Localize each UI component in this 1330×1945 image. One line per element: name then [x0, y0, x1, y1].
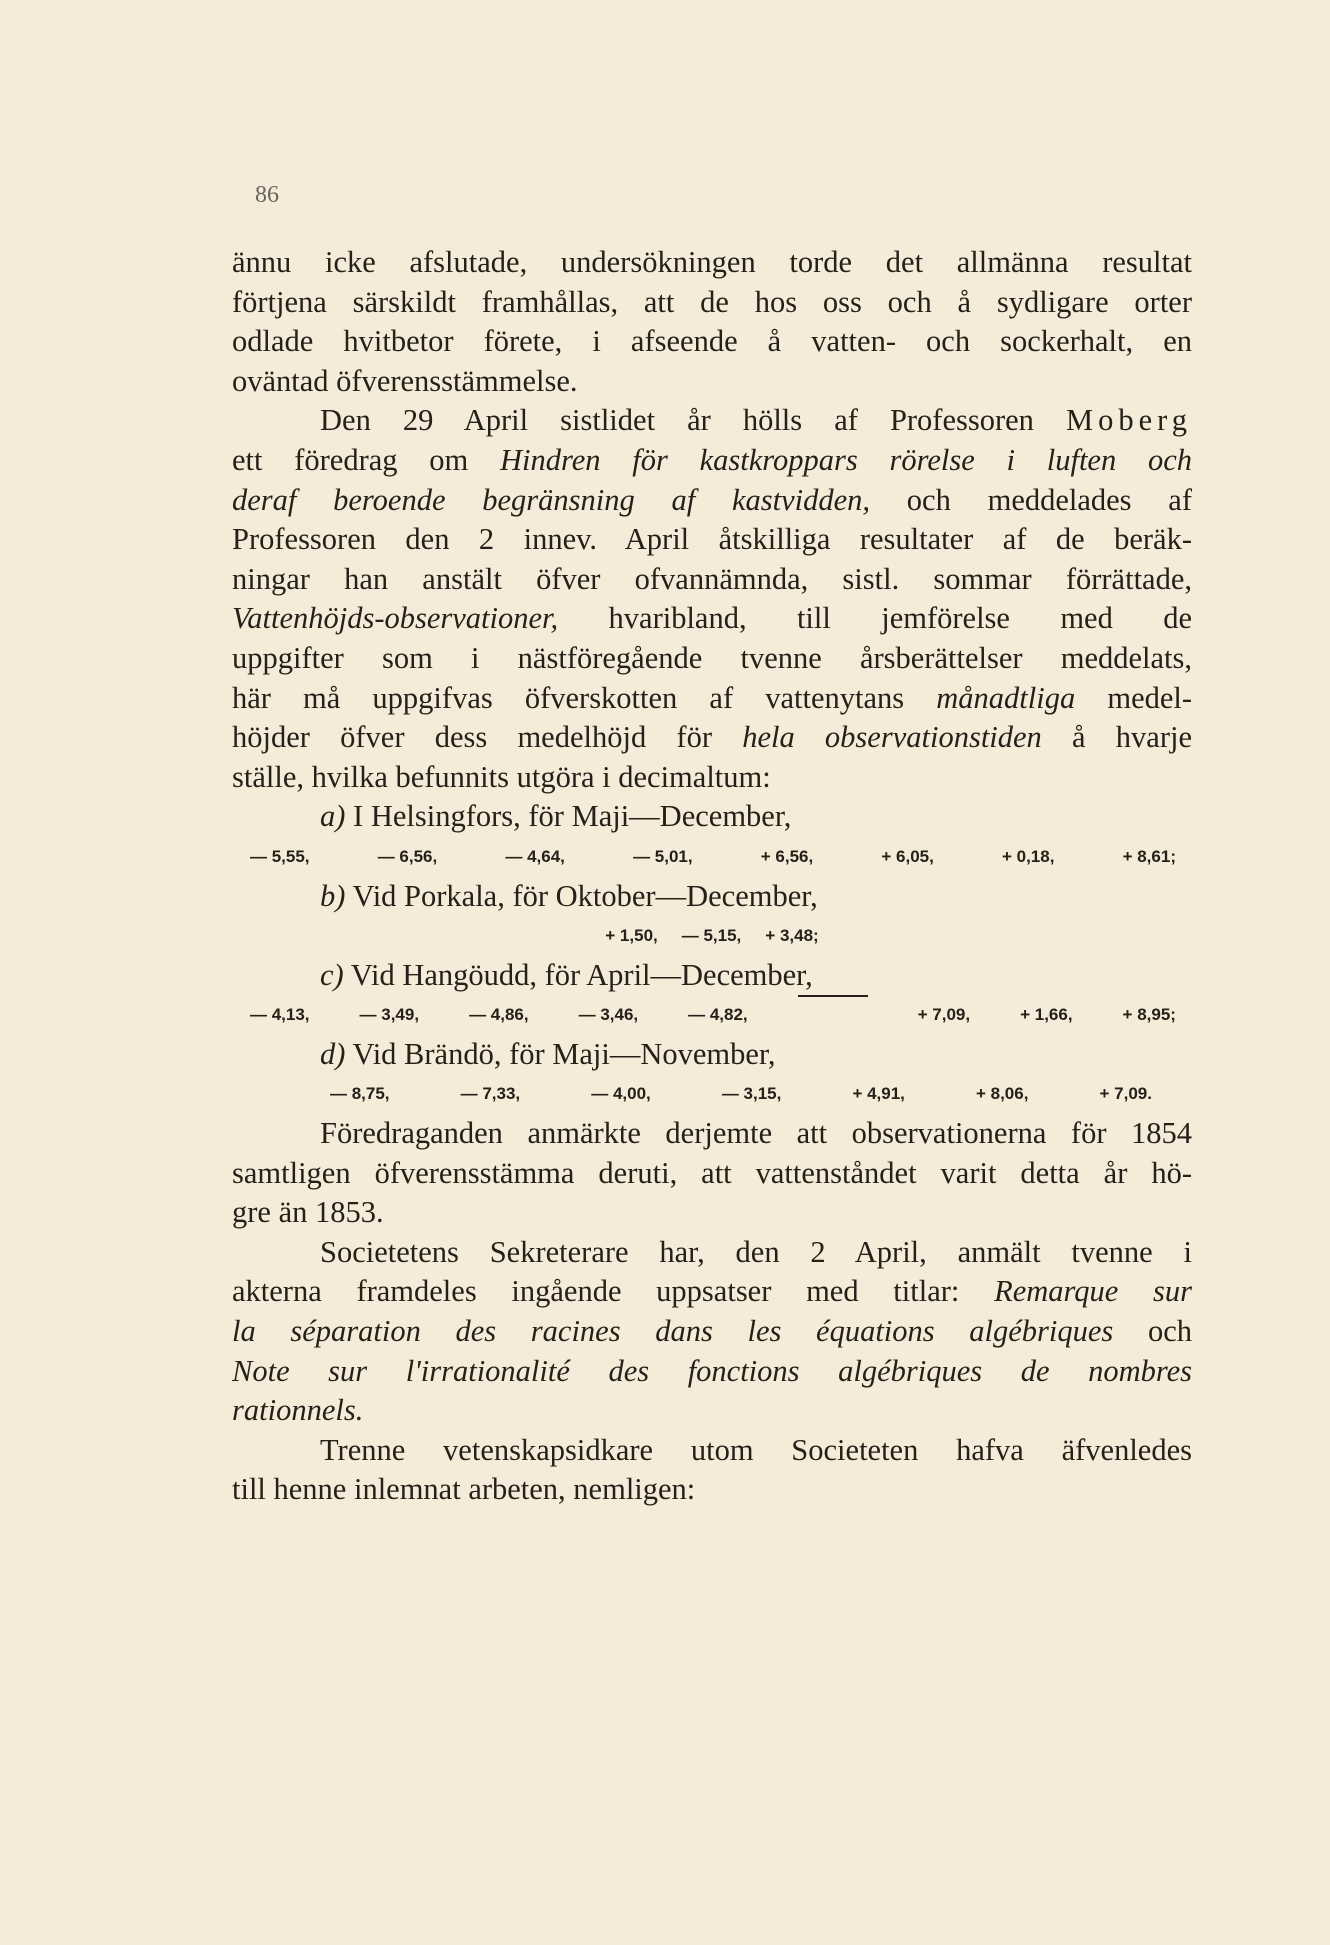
value: + 1,50,	[605, 926, 658, 946]
value: — 6,56,	[377, 846, 438, 866]
text-span: Den 29 April sistlidet år hölls af Professoren	[320, 403, 1034, 438]
text-line: Societetens Sekreterare har, den 2 April, anmält tvenne i	[320, 1234, 1192, 1269]
text-line	[232, 1352, 1192, 1392]
text-line	[232, 1312, 1192, 1352]
value: — 4,64,	[505, 846, 565, 866]
text-line: ningar han anstält öfver ofvannämnda, sistl. sommar förrättade,	[232, 561, 1192, 596]
page-body	[232, 243, 1192, 1510]
value: + 4,91,	[852, 1084, 905, 1104]
text-span: och meddelades af	[906, 482, 1192, 517]
value: + 7,09,	[917, 1005, 971, 1025]
text-line	[232, 1391, 1192, 1431]
value: — 3,15,	[721, 1084, 782, 1104]
paragraph-moberg-lecture	[232, 401, 1192, 797]
text-line: oväntad öfverensstämmelse.	[232, 363, 578, 398]
item-label: Vid Porkala, för Oktober—December,	[352, 878, 818, 913]
page-number: 86	[255, 182, 279, 208]
value: + 1,66,	[1020, 1005, 1073, 1025]
text-line: ännu icke afslutade, undersökningen torde det allmänna resultat	[232, 245, 1192, 279]
text-line: ställe, hvilka befunnits utgöra i decimaltum:	[232, 759, 771, 794]
item-letter: b)	[320, 878, 346, 913]
text-span: och	[1147, 1314, 1192, 1349]
value: — 5,15,	[681, 926, 742, 946]
value: + 7,09.	[1099, 1084, 1152, 1104]
observation-values	[232, 1074, 1192, 1114]
lecture-title-cont: deraf beroende begränsning af kastvidden,	[232, 482, 871, 517]
value: — 4,00,	[591, 1084, 651, 1104]
value: + 0,18,	[1001, 846, 1055, 866]
missing-value-dash	[798, 995, 868, 1035]
text-span: medel-	[1107, 680, 1192, 715]
item-label: I Helsingfors, för Maji—December,	[353, 799, 792, 834]
text-span: ett föredrag om	[232, 442, 469, 477]
observation-heading	[232, 877, 1192, 917]
paragraph-observations-1854	[232, 1114, 1192, 1233]
value: — 4,86,	[469, 1005, 529, 1025]
text-span: höjder öfver dess medelhöjd för	[232, 720, 712, 755]
text-span: akterna framdeles ingående uppsatser med titlar:	[232, 1274, 960, 1309]
observation-values	[232, 916, 1192, 956]
item-letter: a)	[320, 799, 346, 834]
text-span: hvaribland, till jemförelse med de	[608, 601, 1192, 636]
paper-title: Remarque sur	[994, 1274, 1192, 1309]
item-label: Vid Brändö, för Maji—November,	[352, 1036, 776, 1071]
text-line	[232, 401, 1192, 441]
text-line	[232, 481, 1192, 521]
text-line: till henne inlemnat arbeten, nemligen:	[232, 1472, 696, 1507]
value: — 3,49,	[359, 1005, 420, 1025]
observation-heading	[232, 956, 1192, 996]
value: + 3,48;	[765, 926, 819, 946]
observation-list	[232, 797, 1192, 1114]
lecture-title: Hindren för kastkroppars rörelse i luften och	[500, 442, 1192, 477]
text-line: samtligen öfverensstämma deruti, att vattenståndet varit detta år hö-	[232, 1155, 1192, 1190]
text-line: uppgifter som i nästföregående tvenne årsberättelser meddelats,	[232, 640, 1192, 675]
value: — 7,33,	[460, 1084, 521, 1104]
observation-heading	[232, 797, 1192, 837]
value: — 8,75,	[330, 1084, 390, 1104]
text-line: förtjena särskildt framhållas, att de hos oss och å sydligare orter	[232, 284, 1192, 319]
observation-heading	[232, 1035, 1192, 1075]
paper-title-cont: la séparation des racines dans les équations algébriques	[232, 1314, 1114, 1349]
person-name: Moberg	[1065, 403, 1192, 438]
paragraph-external-scientists	[232, 1431, 1192, 1510]
text-line	[232, 441, 1192, 481]
paragraph-sugar-beets	[232, 243, 1192, 401]
item-label: Vid Hangöudd, för April—December,	[350, 957, 813, 992]
text-span: här må uppgifvas öfverskotten af vattenytans	[232, 680, 905, 715]
value: + 6,05,	[881, 846, 934, 866]
value: — 5,01,	[633, 846, 693, 866]
value: — 5,55,	[250, 846, 310, 866]
text-line	[232, 599, 1192, 639]
paper-title-cont: rationnels.	[232, 1393, 364, 1428]
item-letter: d)	[320, 1036, 346, 1071]
value: + 8,61;	[1122, 846, 1176, 866]
item-letter: c)	[320, 957, 344, 992]
text-line	[232, 679, 1192, 719]
text-line: odlade hvitbetor förete, i afseende å vatten- och sockerhalt, en	[232, 324, 1192, 359]
value: + 8,95;	[1122, 1005, 1176, 1025]
text-line: Trenne vetenskapsidkare utom Societeten hafva äfvenledes	[320, 1432, 1192, 1467]
paragraph-secretary	[232, 1233, 1192, 1431]
paper-title: Note sur l'irrationalité des fonctions algébriques de nombres	[232, 1353, 1192, 1388]
observation-title: Vattenhöjds-observationer,	[232, 601, 559, 636]
text-line: gre än 1853.	[232, 1195, 384, 1230]
emphasis: hela observationstiden	[742, 720, 1042, 755]
text-line: Föredraganden anmärkte derjemte att observationerna för 1854	[320, 1116, 1192, 1151]
emphasis: månadtliga	[936, 680, 1076, 715]
text-line	[232, 1272, 1192, 1312]
text-line	[232, 718, 1192, 758]
text-span: å hvarje	[1072, 720, 1192, 755]
value: — 4,13,	[250, 1005, 310, 1025]
value: + 8,06,	[975, 1084, 1029, 1104]
observation-values	[232, 995, 1192, 1035]
value: — 3,46,	[578, 1005, 639, 1025]
text-line: Professoren den 2 innev. April åtskilliga resultater af de beräk-	[232, 522, 1192, 557]
value: + 6,56,	[760, 846, 814, 866]
observation-values	[232, 837, 1192, 877]
value: — 4,82,	[688, 1005, 748, 1025]
